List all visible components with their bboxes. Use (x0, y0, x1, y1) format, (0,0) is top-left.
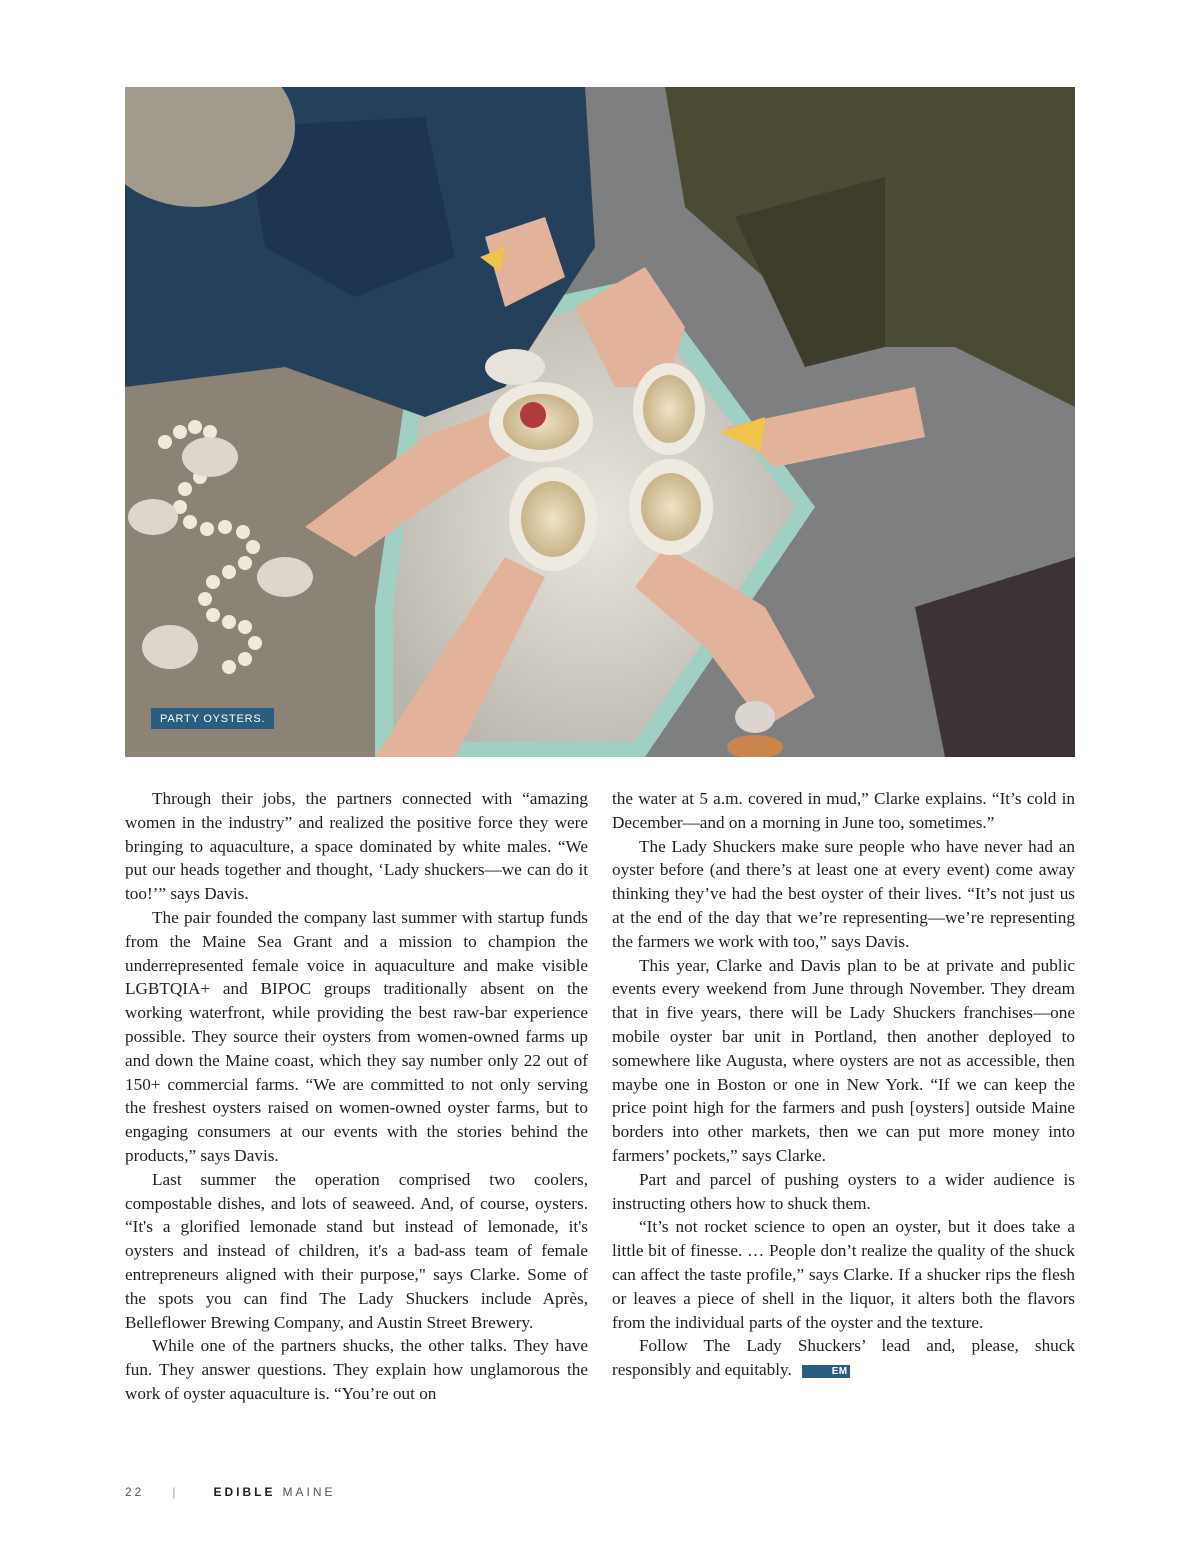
page-number: 22 (125, 1485, 145, 1499)
end-mark-icon: EM (802, 1365, 851, 1378)
footer-separator: | (172, 1485, 176, 1499)
photo-caption: PARTY OYSTERS. (151, 708, 274, 729)
hero-photo (125, 87, 1075, 757)
article-paragraph: This year, Clarke and Davis plan to be at private and public events every weekend from June through November. They dream that in five years, there will be Lady Shuckers franchises—one mobile oyster bar unit in Portland, then another deployed to somewhere like Augusta, where oysters are not as accessible, then maybe one in Boston or one in New York. “If we can keep the price point high for the farmers and push [oysters] outside Maine borders into other markets, then we can put more money into farmers’ pockets,” says Clarke. (612, 955, 1075, 1165)
article-paragraph: While one of the partners shucks, the other talks. They have fun. They answer questions. They explain how unglamorous the work of oyster aquaculture is. “You’re out on (125, 1336, 588, 1403)
footer-brand-maine: MAINE (282, 1485, 336, 1499)
article-column-left (125, 787, 588, 1406)
oyster-photo-illustration (125, 87, 1075, 757)
page-footer (125, 1485, 336, 1499)
article-paragraph: Last summer the operation comprised two coolers, compostable dishes, and lots of seaweed. And, of course, oysters. “It's a glorified lemonade stand but instead of lemonade, it's oysters and instead of children, it's a bad-ass team of female entrepreneurs aligned with their purpose," says Clarke. Some of the spots you can find The Lady Shuckers include Après, Belleflower Brewing Company, and Austin Street Brewery. (125, 1169, 588, 1332)
article-paragraph: Part and parcel of pushing oysters to a wider audience is instructing others how to shuck them. (612, 1169, 1075, 1213)
article-column-right (612, 787, 1075, 1382)
article-paragraph: The Lady Shuckers make sure people who have never had an oyster before (and there’s at least one at every event) come away thinking they’ve had the best oyster of their lives. “It’s not just us at the end of the day that we’re representing—we’re representing the farmers we work with too,” says Davis. (612, 836, 1075, 951)
article-paragraph: “It’s not rocket science to open an oyster, but it does take a little bit of finesse. … People don’t realize the quality of the shuck can affect the taste profile,” says Clarke. If a shucker rips the flesh or leaves a piece of shell in the liquor, it alters both the flavors from the individual parts of the oyster and the texture. (612, 1217, 1075, 1332)
footer-brand-edible: EDIBLE (213, 1485, 276, 1499)
article-closing-text: Follow The Lady Shuckers’ lead and, please, shuck responsibly and equitably. (612, 1336, 1075, 1380)
article-paragraph: the water at 5 a.m. covered in mud,” Clarke explains. “It’s cold in December—and on a morning in June too, sometimes.” (612, 789, 1075, 832)
article-closing-paragraph (612, 1334, 1075, 1382)
article-paragraph: Through their jobs, the partners connected with “amazing women in the industry” and realized the positive force they were bringing to aquaculture, a space dominated by white males. “We put our heads together and thought, ‘Lady shuckers—we can do it too!’” says Davis. (125, 789, 588, 904)
article-paragraph: The pair founded the company last summer with startup funds from the Maine Sea Grant and a mission to champion the underrepresented female voice in aquaculture and make visible LGBTQIA+ and BIPOC groups traditionally absent on the working waterfront, while providing the best raw-bar experience possible. They source their oysters from women-owned farms up and down the Maine coast, which they say number only 22 out of 150+ commercial farms. “We are committed to not only serving the freshest oysters raised on women-owned oyster farms, but to engaging consumers at our events with the stories behind the products,” says Davis. (125, 907, 588, 1165)
